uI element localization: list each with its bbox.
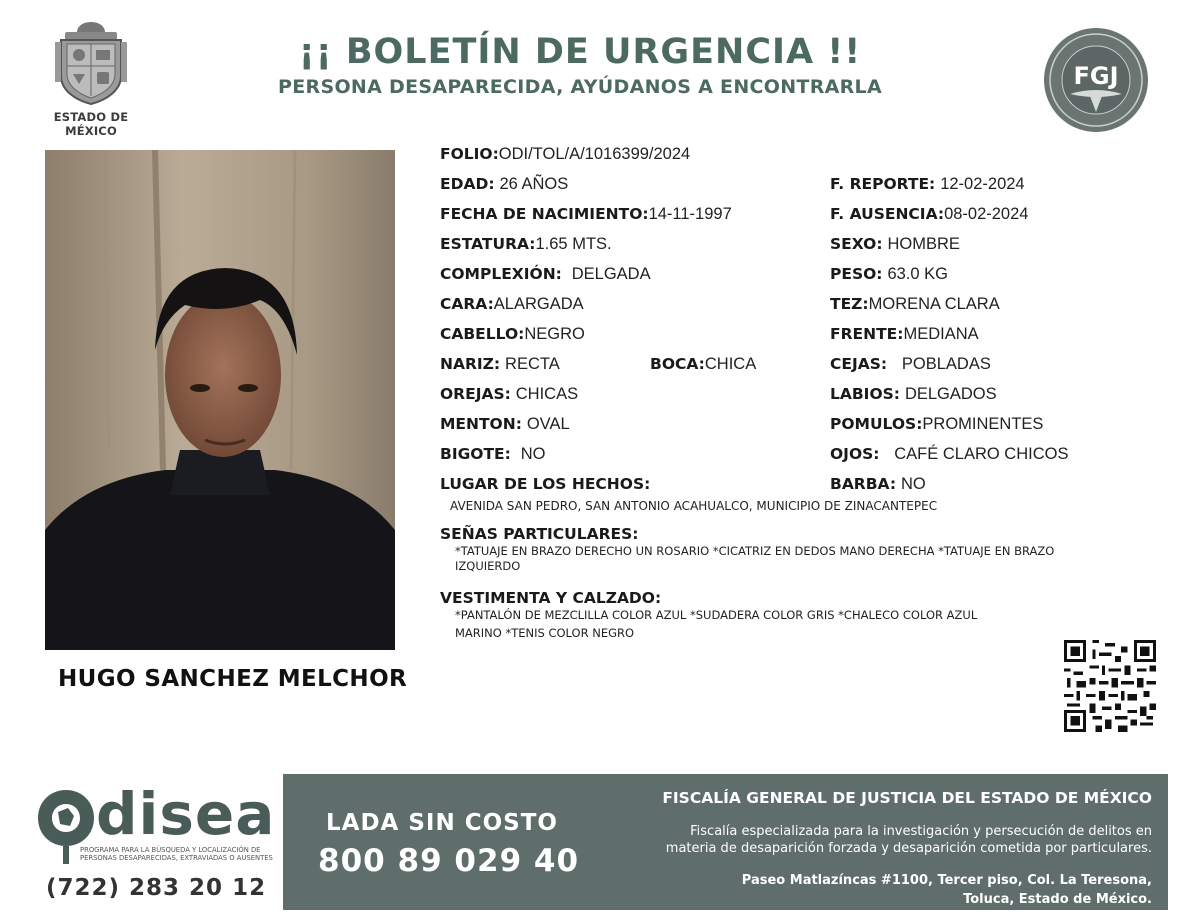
- field-ojos: [830, 444, 1068, 464]
- cejas-label: CEJAS:: [830, 355, 888, 373]
- field-edad: [440, 174, 568, 194]
- field-complexion: [440, 264, 651, 284]
- fiscalia-desc-line2: materia de desaparición forzada y desaparición cometida por particulares.: [665, 841, 1152, 856]
- field-f-reporte: [830, 174, 1025, 194]
- field-pomulos: [830, 414, 1043, 434]
- senas-label: SEÑAS PARTICULARES:: [440, 525, 639, 543]
- complexion-value: DELGADA: [571, 265, 651, 283]
- field-barba: [830, 474, 926, 494]
- sexo-value: HOMBRE: [887, 235, 960, 253]
- person-name: HUGO SANCHEZ MELCHOR: [58, 666, 408, 692]
- field-fecha-nacimiento: [440, 204, 732, 224]
- f-reporte-label: F. REPORTE:: [830, 175, 936, 193]
- odisea-wordmark: disea: [96, 780, 276, 848]
- estatura-label: ESTATURA:: [440, 235, 536, 253]
- field-tez: [830, 294, 1000, 314]
- field-orejas: [440, 384, 578, 404]
- barba-value: NO: [900, 475, 926, 493]
- peso-label: PESO:: [830, 265, 883, 283]
- f-reporte-value: 12-02-2024: [940, 175, 1025, 193]
- odisea-phone[interactable]: (722) 283 20 12: [46, 875, 267, 901]
- vestimenta-label: VESTIMENTA Y CALZADO:: [440, 589, 662, 607]
- frente-value: MEDIANA: [903, 325, 979, 343]
- address-line2: Toluca, Estado de México.: [963, 892, 1152, 907]
- field-sexo: [830, 234, 960, 254]
- lada-sin-costo-label: LADA SIN COSTO: [326, 810, 558, 836]
- f-ausencia-value: 08-02-2024: [944, 205, 1029, 223]
- peso-value: 63.0 KG: [887, 265, 948, 283]
- fiscalia-address: [600, 871, 1152, 909]
- vestimenta-line2: MARINO *TENIS COLOR NEGRO: [455, 626, 635, 640]
- cejas-value: POBLADAS: [901, 355, 991, 373]
- field-boca: [650, 354, 756, 374]
- menton-label: MENTON:: [440, 415, 522, 433]
- fgj-seal-icon: [1042, 26, 1150, 134]
- senas-line1: *TATUAJE EN BRAZO DERECHO UN ROSARIO *CICATRIZ EN DEDOS MANO DERECHA *TATUAJE EN BRAZO: [455, 544, 1055, 558]
- field-cabello: [440, 324, 585, 344]
- senas-line2: IZQUIERDO: [455, 559, 521, 573]
- lugar-label: LUGAR DE LOS HECHOS:: [440, 475, 651, 493]
- complexion-label: COMPLEXIÓN:: [440, 265, 562, 283]
- fgj-logo-text: FGJ: [1073, 62, 1119, 90]
- state-label: ESTADO DE MÉXICO: [53, 110, 129, 138]
- lada-phone-number[interactable]: 800 89 029 40: [318, 843, 580, 879]
- fecha-nacimiento-label: FECHA DE NACIMIENTO:: [440, 205, 649, 223]
- orejas-label: OREJAS:: [440, 385, 511, 403]
- estado-de-mexico-logo: [28, 18, 154, 138]
- field-menton: [440, 414, 570, 434]
- cabello-label: CABELLO:: [440, 325, 525, 343]
- nariz-label: NARIZ:: [440, 355, 501, 373]
- cara-value: ALARGADA: [493, 295, 584, 313]
- coat-of-arms-icon: [51, 18, 131, 106]
- field-labios: [830, 384, 997, 404]
- cara-label: CARA:: [440, 295, 494, 313]
- orejas-value: CHICAS: [515, 385, 579, 403]
- qr-code-icon[interactable]: [1064, 640, 1156, 732]
- odisea-description: PROGRAMA PARA LA BÚSQUEDA Y LOCALIZACIÓN DE PERSONAS DESAPARECIDAS, EXTRAVIADAS O AUSENTES: [80, 846, 273, 862]
- lugar-value: AVENIDA SAN PEDRO, SAN ANTONIO ACAHUALCO, MUNICIPIO DE ZINACANTEPEC: [450, 499, 938, 513]
- menton-value: OVAL: [526, 415, 570, 433]
- field-bigote: [440, 444, 545, 464]
- cabello-value: NEGRO: [524, 325, 585, 343]
- ojos-label: OJOS:: [830, 445, 880, 463]
- tez-label: TEZ:: [830, 295, 869, 313]
- fiscalia-description: [600, 823, 1152, 857]
- frente-label: FRENTE:: [830, 325, 904, 343]
- field-cejas: [830, 354, 991, 374]
- field-frente: [830, 324, 979, 344]
- address-line1: Paseo Matlazíncas #1100, Tercer piso, Col. La Teresona,: [741, 873, 1152, 888]
- estatura-value: 1.65 MTS.: [535, 235, 612, 253]
- labios-value: DELGADOS: [904, 385, 997, 403]
- bulletin-title: ¡¡ BOLETÍN DE URGENCIA !!: [298, 32, 862, 72]
- bigote-value: NO: [520, 445, 546, 463]
- labios-label: LABIOS:: [830, 385, 900, 403]
- ojos-value: CAFÉ CLARO CHICOS: [894, 445, 1069, 463]
- boca-label: BOCA:: [650, 355, 705, 373]
- barba-label: BARBA:: [830, 475, 897, 493]
- bigote-label: BIGOTE:: [440, 445, 511, 463]
- field-folio: [440, 144, 690, 164]
- nariz-value: RECTA: [505, 355, 560, 373]
- f-ausencia-label: F. AUSENCIA:: [830, 205, 945, 223]
- edad-value: 26 AÑOS: [499, 175, 569, 193]
- fiscalia-title: FISCALÍA GENERAL DE JUSTICIA DEL ESTADO DE MÉXICO: [662, 789, 1152, 807]
- vestimenta-line1: *PANTALÓN DE MEZCLILLA COLOR AZUL *SUDADERA COLOR GRIS *CHALECO COLOR AZUL: [455, 608, 978, 622]
- fecha-nacimiento-value: 14-11-1997: [648, 205, 732, 223]
- field-cara: [440, 294, 584, 314]
- bulletin-subtitle: PERSONA DESAPARECIDA, AYÚDANOS A ENCONTRARLA: [278, 76, 882, 98]
- missing-person-photo: [45, 150, 395, 650]
- edad-label: EDAD:: [440, 175, 495, 193]
- sexo-label: SEXO:: [830, 235, 883, 253]
- field-estatura: [440, 234, 612, 254]
- field-f-ausencia: [830, 204, 1028, 224]
- tez-value: MORENA CLARA: [868, 295, 1000, 313]
- fiscalia-desc-line1: Fiscalía especializada para la investigación y persecución de delitos en: [690, 824, 1152, 839]
- boca-value: CHICA: [704, 355, 757, 373]
- pomulos-value: PROMINENTES: [922, 415, 1044, 433]
- folio-label: FOLIO:: [440, 145, 499, 163]
- field-nariz: [440, 354, 560, 374]
- pomulos-label: POMULOS:: [830, 415, 923, 433]
- folio-value: ODI/TOL/A/1016399/2024: [498, 145, 691, 163]
- field-peso: [830, 264, 948, 284]
